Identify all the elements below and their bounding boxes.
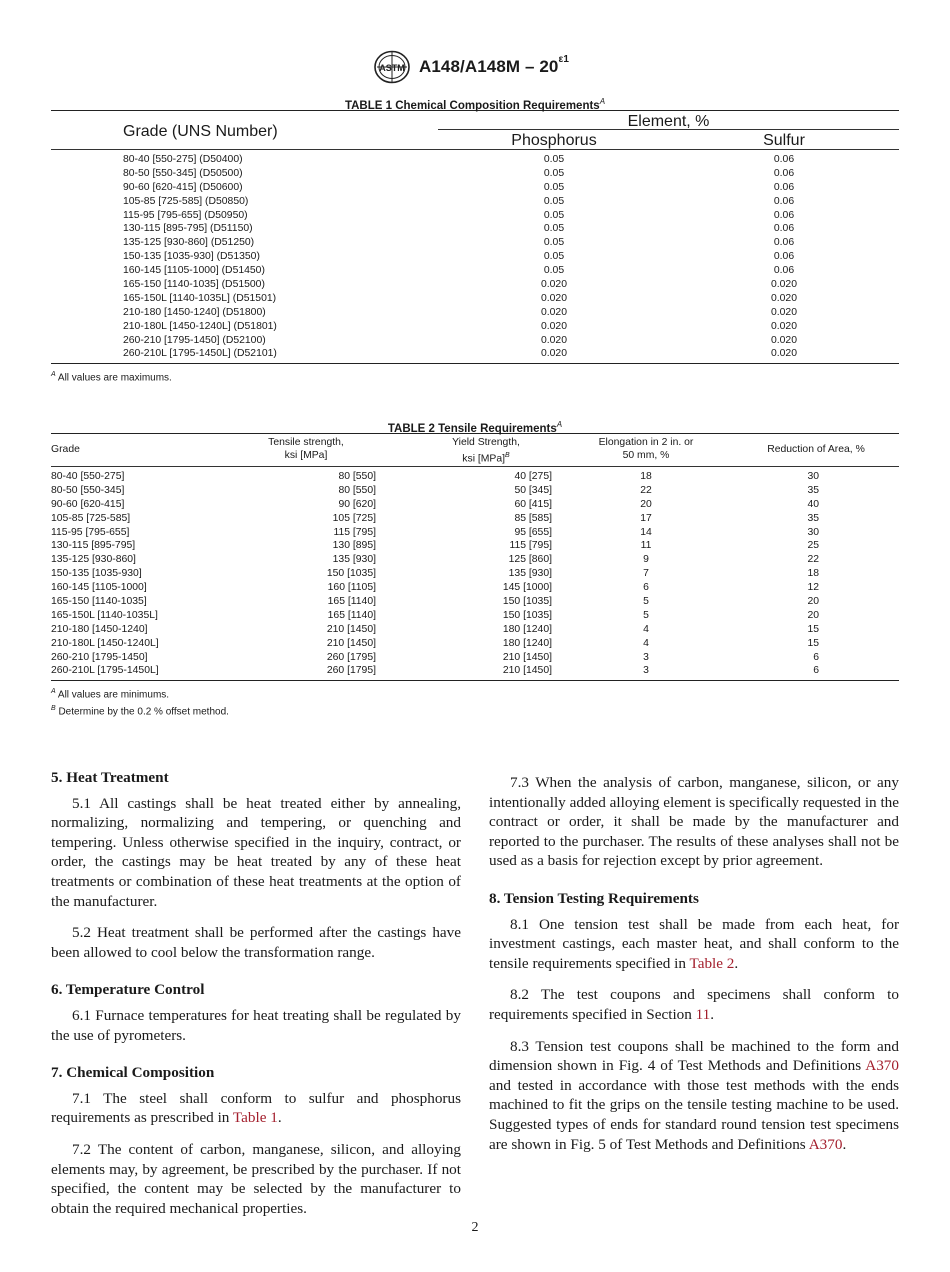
cell-reduction-of-area: 20 <box>807 609 819 621</box>
cell-phosphorus: 0.020 <box>540 279 567 291</box>
cell-yield-strength: 210 [1450] <box>502 665 552 677</box>
cell-grade: 160-145 [1105-1000] (D51450) <box>123 265 265 277</box>
table-row <box>51 278 899 292</box>
cell-grade: 260-210 [1795-1450] <box>51 651 148 663</box>
cell-tensile-strength: 80 [550] <box>338 484 376 496</box>
cell-reduction-of-area: 30 <box>807 471 819 482</box>
cell-reduction-of-area: 35 <box>807 484 819 496</box>
cell-tensile-strength: 115 [795] <box>333 526 376 538</box>
cell-grade: 105-85 [725-585] <box>51 512 131 524</box>
cell-sulfur: 0.06 <box>773 251 795 263</box>
cell-reduction-of-area: 18 <box>807 568 819 580</box>
col-elongation: Elongation in 2 in. or 50 mm, % <box>598 437 694 461</box>
table-row <box>51 470 899 484</box>
paragraph-5-2: 5.2 Heat treatment shall be performed after the castings have been allowed to cool below the transformation range. <box>51 924 461 961</box>
table-2-title: TABLE 2 Tensile Requirements$^A$ <box>387 420 563 435</box>
cell-phosphorus: 0.05 <box>543 209 565 221</box>
cell-grade: 80-40 [550-275] <box>51 471 125 482</box>
table-row <box>51 195 899 209</box>
cell-tensile-strength: 130 [895] <box>332 540 376 552</box>
cell-tensile-strength: 165 [1140] <box>327 596 376 608</box>
cell-reduction-of-area: 6 <box>813 665 819 677</box>
cell-elongation: 14 <box>640 526 652 538</box>
cell-tensile-strength: 260 [1795] <box>326 651 376 663</box>
cell-sulfur: 0.020 <box>770 279 797 291</box>
cell-phosphorus: 0.05 <box>543 237 565 249</box>
table-1-footnote: $^A$ All values are maximums. <box>51 371 172 384</box>
cell-yield-strength: 115 [795] <box>509 540 552 552</box>
cell-sulfur: 0.06 <box>773 237 795 249</box>
table-row <box>51 595 899 609</box>
cell-phosphorus: 0.020 <box>540 292 567 304</box>
cell-grade: 165-150L [1140-1035L] (D51501) <box>123 292 277 304</box>
cell-grade: 260-210L [1795-1450L] (D52101) <box>123 348 277 360</box>
cell-grade: 130-115 [895-795] <box>51 540 136 552</box>
cell-sulfur: 0.020 <box>770 292 797 304</box>
table-row <box>51 651 899 665</box>
cell-sulfur: 0.06 <box>773 265 795 277</box>
cell-reduction-of-area: 25 <box>807 540 819 552</box>
table-row <box>51 484 899 498</box>
cell-reduction-of-area: 15 <box>807 623 819 635</box>
cell-elongation: 6 <box>643 582 649 594</box>
cell-tensile-strength: 165 [1140] <box>327 609 376 621</box>
cell-phosphorus: 0.05 <box>543 181 565 193</box>
cell-grade: 150-135 [1035-930] <box>51 568 142 580</box>
table-row <box>51 250 899 264</box>
cell-sulfur: 0.020 <box>770 306 797 318</box>
cell-elongation: 7 <box>643 568 649 580</box>
cell-grade: 150-135 [1035-930] (D51350) <box>123 251 260 263</box>
table-row <box>51 581 899 595</box>
cell-grade: 130-115 [895-795] (D51150) <box>123 223 253 235</box>
table-row <box>51 609 899 623</box>
paragraph-6-1: 6.1 Furnace temperatures for heat treating shall be regulated by the use of pyrometers. <box>51 1006 461 1044</box>
cell-elongation: 3 <box>643 651 649 663</box>
cell-grade: 80-40 [550-275] (D50400) <box>123 154 243 165</box>
paragraph-8-2: 8.2 The test coupons and specimens shall conform to requirements specified in Section 11. <box>489 986 899 1023</box>
col-phosphorus: Phosphorus <box>511 132 597 149</box>
paragraph-7-2: 7.2 The content of carbon, manganese, silicon, and alloying elements may, by agreement, be prescribed by the purchaser. If not specified, the content may be selected by the manufacturer to obtain the required mechanical properties. <box>51 1140 461 1217</box>
table-row <box>51 167 899 181</box>
cell-phosphorus: 0.05 <box>543 154 565 165</box>
epsilon-mark: ε1 <box>558 54 569 66</box>
table-row <box>51 526 899 540</box>
cell-reduction-of-area: 20 <box>807 596 819 608</box>
table-row <box>51 306 899 320</box>
table-row <box>51 181 899 195</box>
paragraph-8-1: 8.1 One tension test shall be made from each heat, for investment castings, each master heat, and shall conform to the tensile requirements specified in Table 2. <box>489 915 899 972</box>
cell-elongation: 22 <box>640 484 652 496</box>
col-tensile-strength: Tensile strength, ksi [MPa] <box>268 437 344 461</box>
table-row <box>51 623 899 637</box>
cell-elongation: 9 <box>643 554 649 566</box>
cell-yield-strength: 135 [930] <box>508 568 552 580</box>
cell-tensile-strength: 160 [1105] <box>327 582 376 594</box>
cell-reduction-of-area: 22 <box>807 554 819 566</box>
table-2-link[interactable]: Table 2 <box>689 954 735 972</box>
col-element: Element, % <box>627 113 710 130</box>
table-1-link[interactable]: Table 1 <box>232 1109 278 1127</box>
table-2-footnote-b: $^B$ Determine by the 0.2 % offset method. <box>51 704 229 718</box>
cell-grade: 210-180L [1450-1240L] <box>51 637 159 649</box>
col-grade-uns: Grade (UNS Number) <box>123 123 278 140</box>
cell-grade: 105-85 [725-585] (D50850) <box>123 195 249 207</box>
cell-grade: 210-180 [1450-1240] (D51800) <box>123 306 266 318</box>
cell-phosphorus: 0.05 <box>543 223 565 235</box>
table-row <box>51 553 899 567</box>
cell-elongation: 11 <box>640 540 652 552</box>
table-row <box>51 264 899 278</box>
cell-reduction-of-area: 30 <box>807 526 819 538</box>
cell-yield-strength: 95 [655] <box>514 526 552 538</box>
table-row <box>51 222 899 236</box>
cell-tensile-strength: 135 [930] <box>332 554 376 566</box>
table-row <box>51 637 899 651</box>
table-row <box>51 539 899 553</box>
cell-phosphorus: 0.020 <box>540 306 567 318</box>
cell-grade: 260-210L [1795-1450L] <box>51 665 159 677</box>
table-1-header <box>51 111 899 149</box>
cell-yield-strength: 85 [585] <box>514 512 552 524</box>
cell-reduction-of-area: 12 <box>807 582 819 594</box>
cell-grade: 160-145 [1105-1000] <box>51 582 147 594</box>
paragraph-7-1: 7.1 The steel shall conform to sulfur and phosphorus requirements as prescribed in Table 1. <box>51 1089 461 1127</box>
cell-yield-strength: 150 [1035] <box>502 596 552 608</box>
cell-tensile-strength: 150 [1035] <box>326 568 376 580</box>
cell-elongation: 20 <box>640 498 652 510</box>
cell-yield-strength: 145 [1000] <box>502 582 552 594</box>
document-id: $A148/A148M - 20^{\varepsilon 1}$ <box>419 54 569 76</box>
cell-elongation: 17 <box>640 512 652 524</box>
cell-sulfur: 0.06 <box>773 181 795 193</box>
table-1 <box>51 94 899 385</box>
cell-yield-strength: 180 [1240] <box>502 637 552 649</box>
cell-reduction-of-area: 15 <box>807 637 819 649</box>
section-5-heading: 5. Heat Treatment <box>51 769 169 786</box>
cell-yield-strength: 180 [1240] <box>502 623 552 635</box>
cell-grade: 90-60 [620-415] <box>51 498 125 510</box>
cell-sulfur: 0.020 <box>770 348 797 360</box>
cell-tensile-strength: 80 [550] <box>338 471 376 482</box>
col-reduction-of-area: Reduction of Area, % <box>767 444 865 455</box>
cell-yield-strength: 150 [1035] <box>502 609 552 621</box>
table-2-body <box>51 467 899 678</box>
cell-yield-strength: 40 [275] <box>514 471 552 482</box>
cell-reduction-of-area: 35 <box>807 512 819 524</box>
cell-elongation: 5 <box>643 609 649 621</box>
table-row <box>51 292 899 306</box>
cell-grade: 135-125 [930-860] <box>51 554 136 566</box>
cell-elongation: 18 <box>640 471 652 482</box>
paragraph-7-3: 7.3 When the analysis of carbon, manganese, silicon, or any intentionally added alloying element is specifically requested in the contract or order, it shall be made by the manufacturer and reported to the purchaser. The results of these analyses shall not be used as a basis for rejection except by prior agreement. <box>489 774 899 870</box>
cell-phosphorus: 0.020 <box>540 320 567 332</box>
cell-elongation: 4 <box>643 623 649 635</box>
cell-yield-strength: 60 [415] <box>514 498 552 510</box>
cell-grade: 165-150 [1140-1035] (D51500) <box>123 279 265 291</box>
cell-grade: 260-210 [1795-1450] (D52100) <box>123 334 266 346</box>
cell-phosphorus: 0.05 <box>543 251 565 263</box>
astm-logo-icon <box>373 50 411 84</box>
a370-link[interactable]: A370 <box>865 1057 899 1075</box>
table-row <box>51 236 899 250</box>
cell-grade: 210-180 [1450-1240] <box>51 623 148 635</box>
col-yield-strength: Yield Strength, ksi [MPa]$^B$ <box>452 437 520 465</box>
table-1-body <box>51 150 899 361</box>
table-2-header <box>51 434 899 466</box>
right-column <box>489 773 899 1166</box>
table-1-title: TABLE 1 Chemical Composition Requirements$^A$ <box>344 97 606 112</box>
cell-grade: 165-150L [1140-1035L] <box>51 609 158 621</box>
cell-elongation: 3 <box>643 665 649 677</box>
cell-sulfur: 0.06 <box>773 209 795 221</box>
cell-tensile-strength: 260 [1795] <box>326 665 376 677</box>
table-row <box>51 347 899 361</box>
cell-tensile-strength: 90 [620] <box>338 498 376 510</box>
table-row <box>51 498 899 512</box>
cell-yield-strength: 125 [860] <box>508 554 552 566</box>
cell-phosphorus: 0.020 <box>540 348 567 360</box>
table-row <box>51 334 899 348</box>
paragraph-5-1: 5.1 All castings shall be heat treated either by annealing, normalizing, normalizing and tempering, or quenching and tempering. Unless otherwise specified in the inquiry, contract, or order, the castings may be heat treated by any of these heat treatments or combination of these heat treatments at the option of the manufacturer. <box>51 794 461 910</box>
cell-phosphorus: 0.05 <box>543 265 565 277</box>
cell-grade: 90-60 [620-415] (D50600) <box>123 181 243 193</box>
cell-phosphorus: 0.020 <box>540 334 567 346</box>
page-number: 2 <box>471 1220 479 1235</box>
cell-phosphorus: 0.05 <box>543 195 565 207</box>
table-row <box>51 512 899 526</box>
cell-sulfur: 0.06 <box>773 223 795 235</box>
cell-yield-strength: 210 [1450] <box>502 651 552 663</box>
cell-elongation: 5 <box>643 596 649 608</box>
page-header <box>0 50 950 86</box>
section-11-link[interactable]: 11 <box>695 1005 711 1023</box>
cell-grade: 210-180L [1450-1240L] (D51801) <box>123 320 277 332</box>
table-row <box>51 567 899 581</box>
cell-sulfur: 0.06 <box>773 154 795 165</box>
col-grade: Grade <box>51 444 80 455</box>
section-8-heading: 8. Tension Testing Requirements <box>489 889 699 907</box>
table-row <box>51 320 899 334</box>
cell-sulfur: 0.06 <box>773 167 795 179</box>
cell-grade: 80-50 [550-345] (D50500) <box>123 167 243 179</box>
left-column <box>51 768 461 1230</box>
table-row <box>51 209 899 223</box>
table-row <box>51 664 899 678</box>
cell-phosphorus: 0.05 <box>543 167 565 179</box>
cell-yield-strength: 50 [345] <box>514 484 552 496</box>
cell-sulfur: 0.020 <box>770 334 797 346</box>
cell-reduction-of-area: 40 <box>807 498 819 510</box>
cell-sulfur: 0.06 <box>773 195 795 207</box>
cell-tensile-strength: 210 [1450] <box>326 637 376 649</box>
a370-link[interactable]: A370 <box>808 1135 843 1153</box>
col-sulfur: Sulfur <box>763 132 805 149</box>
cell-tensile-strength: 210 [1450] <box>326 623 376 635</box>
cell-grade: 115-95 [795-655] (D50950) <box>123 209 248 221</box>
section-7-heading: 7. Chemical Composition <box>51 1064 215 1082</box>
cell-grade: 165-150 [1140-1035] <box>51 596 147 608</box>
cell-tensile-strength: 105 [725] <box>332 512 376 524</box>
section-6-heading: 6. Temperature Control <box>51 981 205 999</box>
cell-sulfur: 0.020 <box>770 320 797 332</box>
cell-grade: 115-95 [795-655] <box>51 526 130 538</box>
cell-grade: 135-125 [930-860] (D51250) <box>123 237 255 249</box>
svg-text:ASTM: ASTM <box>379 63 405 73</box>
cell-elongation: 4 <box>643 637 649 649</box>
paragraph-8-3: 8.3 Tension test coupons shall be machined to the form and dimension shown in Fig. 4 of Test Methods and Definitions A370 and tested in accordance with those test methods with the ends machined to fit the grips on the tensile testing machine to be used. Suggested types of ends for standard round tension test specimens are shown in Fig. 5 of Test Methods and Definitions A370. <box>489 1037 899 1153</box>
cell-reduction-of-area: 6 <box>813 651 819 663</box>
table-2 <box>51 417 899 718</box>
cell-grade: 80-50 [550-345] <box>51 484 125 496</box>
table-2-footnote-a: $^A$ All values are minimums. <box>51 688 170 701</box>
table-row <box>51 153 899 167</box>
